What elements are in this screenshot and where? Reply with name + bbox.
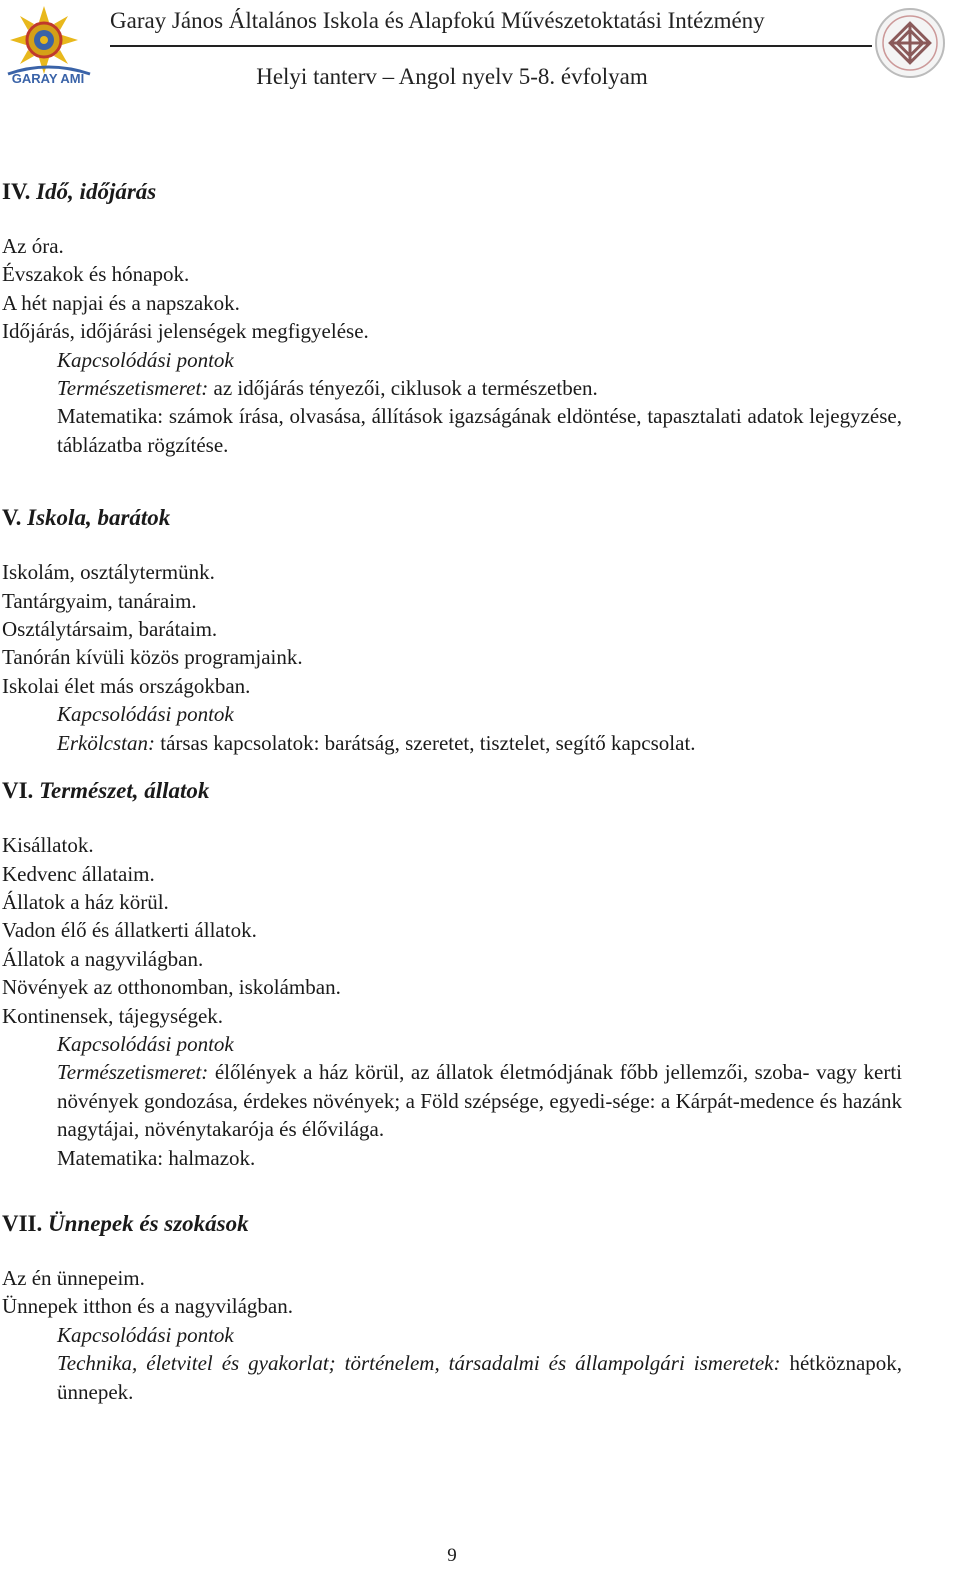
list-item: A hét napjai és a napszakok.: [2, 290, 240, 315]
list-item: Iskolai élet más országokban.: [2, 673, 251, 698]
link-item: Matematika: halmazok.: [57, 1145, 256, 1170]
list-item: Kontinensek, tájegységek.: [2, 1003, 224, 1028]
page-header: [0, 0, 960, 110]
list-item: Osztálytársaim, barátaim.: [2, 617, 218, 642]
section-title-v: V. Iskola, barátok: [2, 505, 171, 531]
page-number: 9: [447, 1545, 457, 1566]
list-item: Ünnepek itthon és a nagyvilágban.: [2, 1294, 294, 1319]
links-heading: Kapcsolódási pontok: [57, 347, 234, 372]
list-item: Növények az otthonomban, iskolámban.: [2, 975, 341, 1000]
list-item: Iskolám, osztálytermünk.: [2, 560, 215, 585]
section-title-vi: VI. Természet, állatok: [2, 778, 210, 804]
list-item: Évszakok és hónapok.: [2, 262, 190, 287]
links-heading: Kapcsolódási pontok: [57, 702, 234, 727]
link-item: Természetismeret: élőlények a ház körül, az állatok életmódjának főbb jellemzői, szoba- vagy kerti növények gondozása, érdekes növények; a Föld szépsége, egyedi-sége: a Kárpát-medence és hazánk nagytájai, növénytakarója és élővilága.: [57, 1060, 902, 1142]
list-item: Állatok a ház körül.: [2, 889, 169, 914]
seal-icon: [872, 6, 948, 80]
logo-text: GARAY AMI: [11, 71, 85, 86]
list-item: Vadon élő és állatkerti állatok.: [2, 918, 257, 943]
list-item: Tantárgyaim, tanáraim.: [2, 588, 197, 613]
document-subtitle: Helyi tanterv – Angol nyelv 5-8. évfolyam: [256, 64, 648, 89]
link-item: Természetismeret: az időjárás tényezői, ciklusok a természetben.: [57, 376, 598, 401]
list-item: Az én ünnepeim.: [2, 1265, 145, 1290]
list-item: Az óra.: [2, 234, 64, 258]
link-item: Matematika: számok írása, olvasása, állítások igazságának eldöntése, tapasztalati adatok lejegyzése, táblázatba rögzítése.: [57, 404, 902, 457]
link-item: Technika, életvitel és gyakorlat; történelem, társadalmi és állampolgári ismeretek: hétköznapok, ünnepek.: [57, 1351, 903, 1404]
list-item: Állatok a nagyvilágban.: [2, 946, 204, 971]
list-item: Időjárás, időjárási jelenségek megfigyelése.: [2, 319, 369, 344]
list-item: Kisállatok.: [2, 833, 94, 858]
links-heading: Kapcsolódási pontok: [57, 1322, 234, 1347]
list-item: Tanórán kívüli közös programjaink.: [2, 645, 303, 670]
document-body: [2, 176, 902, 1406]
section-title-iv: IV. Idő, időjárás: [2, 179, 157, 204]
link-item: Erkölcstan: társas kapcsolatok: barátság, szeretet, tisztelet, segítő kapcsolat.: [57, 730, 696, 755]
links-heading: Kapcsolódási pontok: [57, 1031, 234, 1056]
section-title-vii: VII. Ünnepek és szokások: [2, 1210, 249, 1236]
school-name: Garay János Általános Iskola és Alapfokú Művészetoktatási Intézmény: [110, 8, 765, 33]
list-item: Kedvenc állataim.: [2, 861, 155, 886]
header-divider: [110, 45, 872, 47]
